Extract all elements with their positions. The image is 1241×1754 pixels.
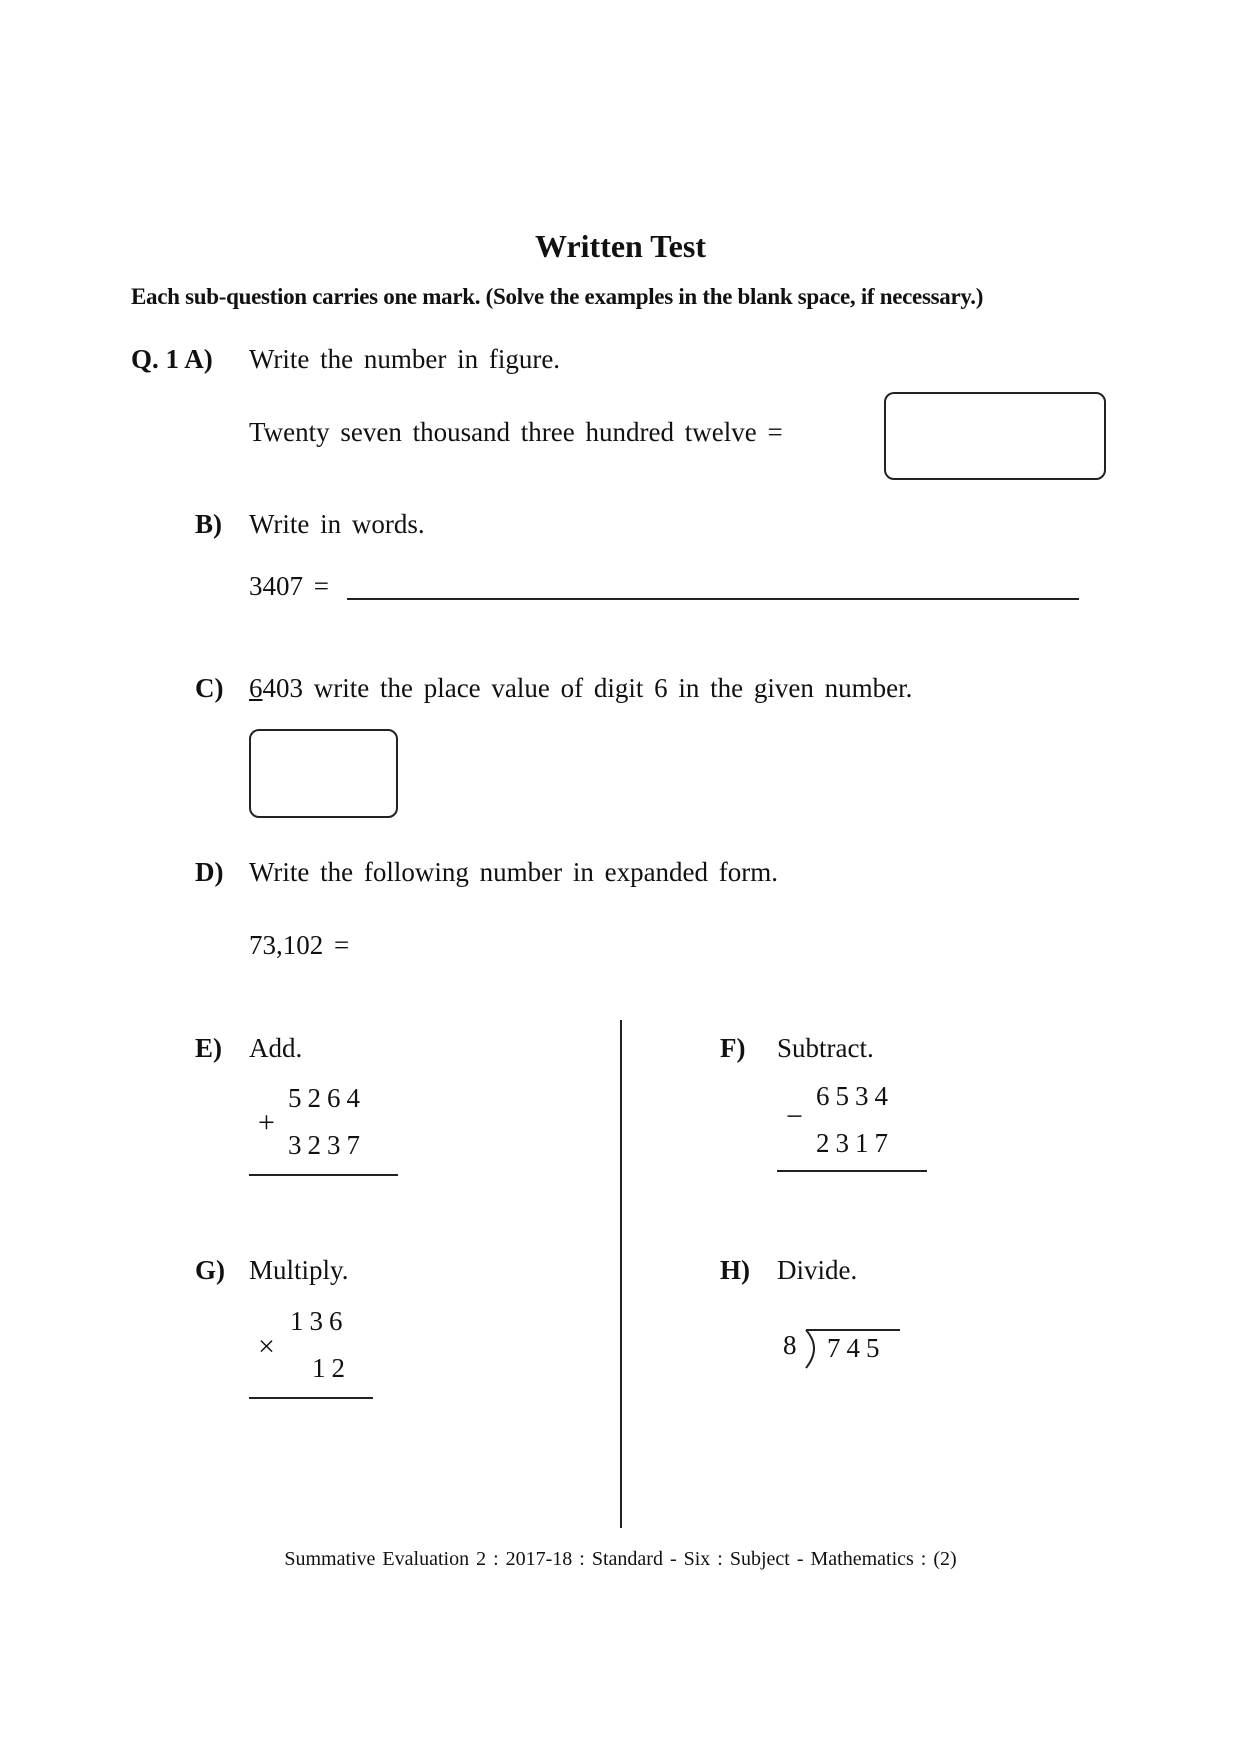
part-c-label: C) [195, 673, 224, 703]
part-c-question [249, 673, 912, 704]
part-h-prompt: Divide. [777, 1255, 858, 1285]
part-g-product-line [249, 1397, 373, 1399]
column-divider [620, 1020, 622, 1528]
part-d-statement: 73,102 = [249, 930, 350, 960]
part-f-top-number: 6534 [816, 1081, 894, 1111]
part-g-label: G) [195, 1255, 225, 1285]
question-number-text: Q. 1 [131, 344, 180, 374]
page-title: Written Test [535, 228, 706, 264]
part-b-prompt: Write in words. [249, 509, 425, 539]
part-a-prompt: Write the number in figure. [249, 344, 561, 374]
part-b-label: B) [195, 509, 222, 539]
part-e-top-number: 5264 [288, 1083, 366, 1113]
part-g-prompt: Multiply. [249, 1255, 349, 1285]
part-d-label: D) [195, 857, 224, 887]
part-a-statement: Twenty seven thousand three hundred twelve = [249, 417, 783, 447]
page-footer: Summative Evaluation 2 : 2017-18 : Standard - Six : Subject - Mathematics : (2) [284, 1548, 957, 1570]
question-number [131, 344, 213, 375]
part-d-prompt: Write the following number in expanded form. [249, 857, 779, 887]
part-f-bottom-number: 2317 [816, 1128, 894, 1158]
part-e-prompt: Add. [249, 1033, 303, 1063]
part-b-answer-line[interactable] [347, 598, 1079, 600]
part-e-plus-operator: + [258, 1106, 275, 1139]
part-g-top-number: 136 [290, 1306, 349, 1336]
part-g-times-operator: × [258, 1330, 275, 1363]
part-h-label: H) [720, 1255, 750, 1285]
part-h-dividend: 745 [827, 1333, 886, 1363]
part-h-divisor: 8 [783, 1330, 803, 1360]
instructions: Each sub-question carries one mark. (Solve the examples in the blank space, if necessary.) [131, 284, 984, 309]
part-e-label: E) [195, 1033, 222, 1063]
part-f-label: F) [720, 1033, 746, 1063]
part-c-number-rest: 403 [262, 673, 303, 703]
part-g-bottom-number: 12 [312, 1353, 351, 1383]
part-f-difference-line [777, 1170, 927, 1172]
part-e-sum-line [249, 1174, 398, 1176]
part-c-answer-box[interactable] [249, 729, 398, 818]
part-f-minus-operator: − [786, 1100, 803, 1133]
part-c-prompt: write the place value of digit 6 in the given number. [313, 673, 913, 703]
part-e-bottom-number: 3237 [288, 1130, 366, 1160]
part-a-label: A) [184, 344, 213, 374]
part-c-underlined-digit: 6 [249, 673, 263, 703]
part-a-answer-box[interactable] [884, 392, 1106, 480]
part-f-prompt: Subtract. [777, 1033, 874, 1063]
part-b-statement: 3407 = [249, 571, 329, 601]
